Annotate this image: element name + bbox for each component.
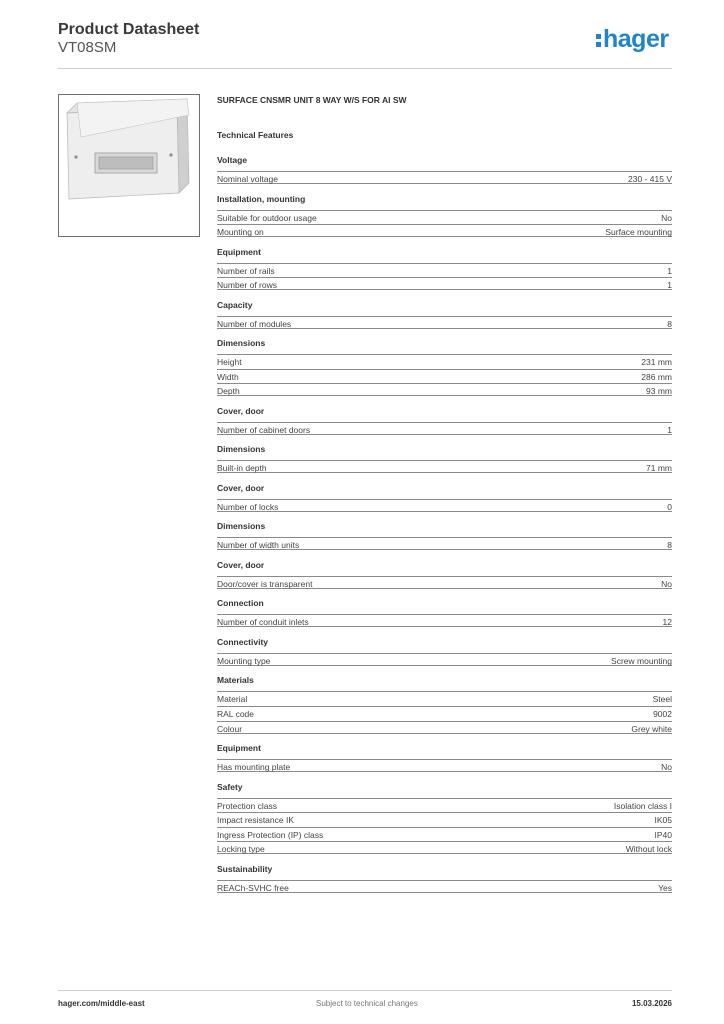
spec-value: 286 mm bbox=[641, 371, 672, 382]
spec-label: REACh-SVHC free bbox=[217, 882, 289, 893]
spec-label: Material bbox=[217, 694, 248, 705]
spec-label: Number of rails bbox=[217, 265, 275, 276]
spec-row bbox=[217, 499, 672, 512]
spec-row bbox=[217, 210, 672, 223]
spec-label: Has mounting plate bbox=[217, 762, 291, 773]
spec-label: Suitable for outdoor usage bbox=[217, 212, 317, 223]
section-title: Equipment bbox=[217, 743, 261, 754]
spec-label: Ingress Protection (IP) class bbox=[217, 829, 324, 840]
spec-row bbox=[217, 369, 672, 382]
spec-row bbox=[217, 691, 672, 704]
features-heading: Technical Features bbox=[217, 130, 294, 140]
spec-value: Grey white bbox=[631, 723, 672, 734]
spec-label: Mounting on bbox=[217, 227, 264, 238]
spec-label: Number of width units bbox=[217, 540, 300, 551]
logo-dots-icon bbox=[596, 24, 602, 46]
section-title: Voltage bbox=[217, 155, 248, 165]
footer-date: 15.03.2026 bbox=[631, 999, 672, 1008]
spec-label: Number of rows bbox=[217, 280, 277, 291]
spec-row bbox=[217, 880, 672, 893]
spec-row bbox=[217, 422, 672, 435]
page-title: Product Datasheet bbox=[58, 21, 200, 38]
spec-row bbox=[217, 354, 672, 367]
spec-label: Colour bbox=[217, 723, 243, 734]
header-divider bbox=[58, 68, 672, 69]
spec-value: 1 bbox=[667, 265, 672, 276]
spec-label: Built-in depth bbox=[217, 463, 267, 474]
spec-label: Number of conduit inlets bbox=[217, 617, 309, 628]
spec-value: 231 mm bbox=[641, 357, 672, 368]
spec-row bbox=[217, 706, 672, 719]
spec-value: 8 bbox=[667, 318, 672, 329]
hager-logo bbox=[596, 24, 669, 54]
spec-value: Yes bbox=[658, 882, 672, 893]
spec-row bbox=[217, 224, 672, 237]
spec-label: Depth bbox=[217, 386, 240, 397]
section-title: Equipment bbox=[217, 246, 261, 257]
product-code: VT08SM bbox=[58, 39, 117, 56]
section-title: Materials bbox=[217, 675, 254, 686]
section-title: Connection bbox=[217, 598, 264, 609]
spec-label: Impact resistance IK bbox=[217, 815, 295, 826]
section-title: Cover, door bbox=[217, 405, 265, 416]
spec-value: No bbox=[661, 762, 672, 773]
footer-website-link[interactable]: hager.com/middle-east bbox=[58, 999, 145, 1008]
spec-label: Door/cover is transparent bbox=[217, 578, 313, 589]
section-title: Dimensions bbox=[217, 338, 266, 349]
spec-value: 0 bbox=[667, 501, 672, 512]
spec-value: Screw mounting bbox=[611, 655, 672, 666]
spec-label: Locking type bbox=[217, 844, 265, 855]
spec-value: IP40 bbox=[654, 829, 672, 840]
spec-row bbox=[217, 653, 672, 666]
spec-label: Number of cabinet doors bbox=[217, 424, 311, 435]
spec-value: 9002 bbox=[653, 709, 672, 719]
spec-row bbox=[217, 827, 672, 840]
spec-value: Steel bbox=[652, 694, 672, 705]
spec-row bbox=[217, 812, 672, 825]
spec-row bbox=[217, 841, 672, 854]
spec-row bbox=[217, 537, 672, 550]
consumer-unit-image bbox=[59, 95, 199, 236]
spec-row bbox=[217, 171, 672, 184]
spec-row bbox=[217, 316, 672, 329]
spec-row bbox=[217, 798, 672, 811]
spec-row bbox=[217, 576, 672, 589]
spec-value: 1 bbox=[667, 424, 672, 435]
spec-label: Number of locks bbox=[217, 501, 279, 512]
spec-row bbox=[217, 759, 672, 772]
section-title: Connectivity bbox=[217, 636, 269, 647]
product-description: SURFACE CNSMR UNIT 8 WAY W/S FOR AI SW bbox=[217, 95, 407, 105]
spec-value: Isolation class I bbox=[613, 800, 672, 811]
footer-divider bbox=[58, 990, 672, 991]
spec-value: IK05 bbox=[654, 815, 672, 826]
section-title: Installation, mounting bbox=[217, 193, 306, 204]
spec-value: 230 - 415 V bbox=[628, 174, 672, 184]
spec-value: Surface mounting bbox=[605, 227, 672, 238]
spec-value: 8 bbox=[667, 540, 672, 551]
spec-row bbox=[217, 277, 672, 290]
spec-row bbox=[217, 614, 672, 627]
section-title: Cover, door bbox=[217, 482, 265, 493]
spec-value: Without lock bbox=[625, 844, 672, 855]
section-title: Capacity bbox=[217, 299, 253, 310]
spec-value: 71 mm bbox=[646, 463, 672, 474]
section-title: Dimensions bbox=[217, 521, 266, 532]
spec-label: Nominal voltage bbox=[217, 174, 278, 184]
spec-value: 12 bbox=[662, 617, 672, 628]
section-title: Cover, door bbox=[217, 559, 265, 570]
spec-label: Number of modules bbox=[217, 318, 292, 329]
product-image-frame bbox=[58, 94, 200, 237]
spec-label: Height bbox=[217, 357, 242, 368]
spec-value: No bbox=[661, 212, 672, 223]
section-title: Safety bbox=[217, 781, 243, 792]
spec-row bbox=[217, 263, 672, 276]
spec-value: No bbox=[661, 578, 672, 589]
spec-value: 93 mm bbox=[646, 386, 672, 397]
section-title: Dimensions bbox=[217, 444, 266, 455]
spec-label: Width bbox=[217, 371, 239, 382]
spec-label: Protection class bbox=[217, 800, 277, 811]
logo-text: hager bbox=[603, 25, 669, 53]
section-title: Sustainability bbox=[217, 863, 273, 874]
spec-value: 1 bbox=[667, 280, 672, 291]
spec-label: Mounting type bbox=[217, 655, 271, 666]
spec-row bbox=[217, 383, 672, 396]
spec-label: RAL code bbox=[217, 709, 255, 719]
spec-row bbox=[217, 721, 672, 734]
spec-row bbox=[217, 460, 672, 473]
footer-notice: Subject to technical changes bbox=[316, 999, 418, 1008]
